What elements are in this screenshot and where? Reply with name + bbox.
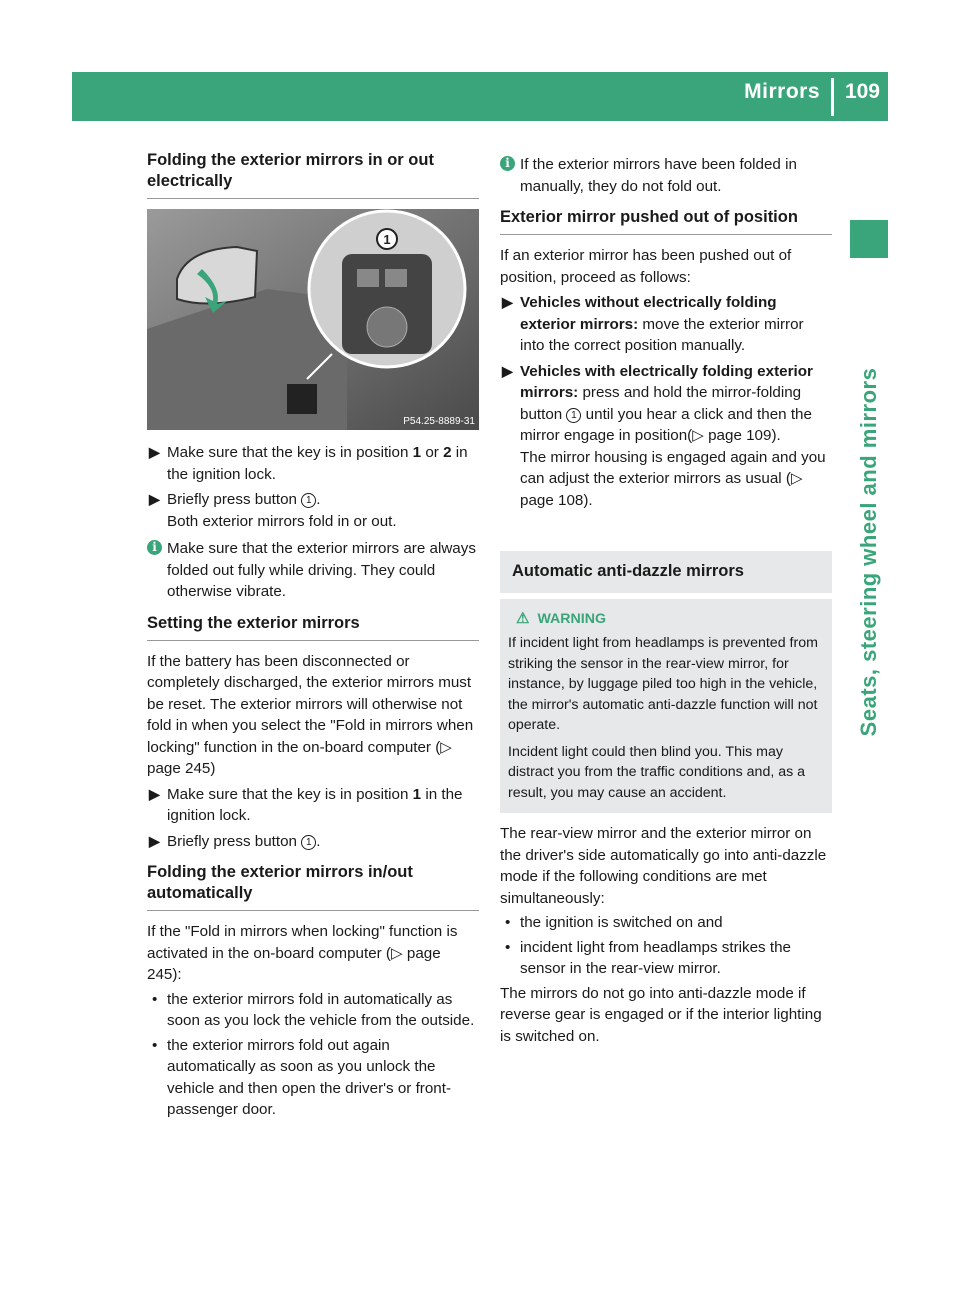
step-text: or [421,444,444,461]
list-item [147,989,479,1032]
arrow-icon: ▶ [502,294,513,310]
bullet-marker: • [505,914,511,931]
bullet-marker: • [152,1036,158,1054]
bullet-marker: • [152,990,158,1008]
side-tab [852,272,886,832]
header-divider [831,78,834,116]
info-icon: i [147,540,162,555]
paragraph-final: The mirrors do not go into anti-dazzle mode if reverse gear is engaged or if the interior lighting is switched on. [500,984,822,1045]
step-bold: Vehicles with electrically folding exterior mirrors: [520,362,813,401]
step-text: . [316,491,321,508]
step-text: in the ignition lock. [167,444,468,483]
arrow-icon: ▶ [149,491,160,507]
callout-1-icon: 1 [301,493,316,508]
key-position-1: 1 [412,785,422,803]
step-text: until you hear a click and then the mirror engage in position(▷ page 109). [520,405,812,444]
section-title: Mirrors [744,80,820,103]
paragraph-auto: If the "Fold in mirrors when locking" function is activated in the on-board computer (▷ page 245): [147,923,458,983]
warning-icon: ⚠ [516,609,530,627]
figure-code: P54.25-8889-31 [403,416,475,427]
list-item [500,937,832,980]
step-result: Both exterior mirrors fold in or out. [167,512,397,530]
list-text: the exterior mirrors fold out again automatically as soon as you unlock the vehicle and then open the driver's or front-passenger door. [167,1036,452,1118]
callout-1: 1 [383,232,391,247]
page-number: 109 [844,80,880,103]
side-tab-marker [850,220,888,258]
step-text: Briefly press button [167,832,302,850]
door-panel-figure [147,209,479,430]
heading-pushed-out: Exterior mirror pushed out of position [500,207,832,235]
heading-setting-mirrors: Setting the exterior mirrors [147,613,479,641]
list-text: incident light from headlamps strikes the sensor in the rear-view mirror. [520,938,791,977]
step-text: The mirror housing is engaged again and you can adjust the exterior mirrors as usual (▷ page 108). [520,448,826,509]
warning-text: If incident light from headlamps is prevented from striking the sensor in the rear-view mirror, for instance, by luggage piled too high in the vehicle, the mirror's automatic anti-dazzle function will not operate. [508,635,818,733]
heading-fold-automatically: Folding the exterior mirrors in/out automatically [147,862,479,911]
callout-1-icon: 1 [301,835,316,850]
list-item [500,912,832,934]
info-icon: i [500,156,515,171]
step-text: . [316,832,321,850]
door-panel-illustration [147,209,479,430]
step-with-folding [500,361,832,512]
heading-anti-dazzle: Automatic anti-dazzle mirrors [500,551,832,593]
warning-text: Incident light could then blind you. This may distract you from the traffic conditions and, as a result, you may cause an accident. [508,743,806,801]
step-press-button [147,831,479,853]
paragraph-reset: If the battery has been disconnected or completely discharged, the exterior mirrors must be reset. The exterior mirrors will otherwise not fold in when you select the "Fold in mirrors when locking" function in the on-board computer (▷ page 245) [147,652,474,777]
callout-1-icon: 1 [566,408,581,423]
warning-label: WARNING [537,610,607,627]
key-position-2: 2 [443,444,452,461]
side-tab-label: Seats, steering wheel and mirrors [856,367,881,737]
info-note [500,154,832,197]
list-text: the ignition is switched on and [520,914,723,931]
step-text: move the exterior mirror into the correct position manually. [520,315,804,354]
arrow-icon: ▶ [149,444,160,460]
step-text: Briefly press button [167,491,302,508]
list-text: the exterior mirrors fold in automatically as soon as you lock the vehicle from the outside. [167,990,475,1029]
left-column [147,150,479,1121]
step-bold: Vehicles without electrically folding exterior mirrors: [520,294,777,333]
step-key-position [147,784,479,827]
paragraph-anti-dazzle: The rear-view mirror and the exterior mirror on the driver's side automatically go into anti-dazzle mode if the following conditions are met simultaneously: [500,825,827,907]
paragraph-pushed-out: If an exterior mirror has been pushed out of position, proceed as follows: [500,247,792,286]
info-text: If the exterior mirrors have been folded in manually, they do not fold out. [520,156,797,195]
bullet-marker: • [505,938,511,956]
arrow-icon: ▶ [502,362,513,379]
warning-header [516,609,824,630]
info-note [147,538,479,603]
arrow-icon: ▶ [149,785,160,802]
step-text: press and hold the mirror-folding button [520,384,802,423]
step-text: in the ignition lock. [167,785,463,824]
step-without-folding [500,292,832,357]
warning-box [500,599,832,814]
info-text: Make sure that the exterior mirrors are always folded out fully while driving. They could otherwise vibrate. [167,540,476,600]
heading-fold-electrically: Folding the exterior mirrors in or out electrically [147,150,479,199]
arrow-icon: ▶ [149,832,160,849]
key-position-1: 1 [412,444,422,461]
right-column [500,150,832,1047]
header-bar [72,72,888,121]
step-press-button [147,489,479,511]
step-text: Make sure that the key is in position [167,444,413,461]
step-key-position [147,442,479,485]
list-item [147,1035,479,1121]
step-text: Make sure that the key is in position [167,785,413,803]
